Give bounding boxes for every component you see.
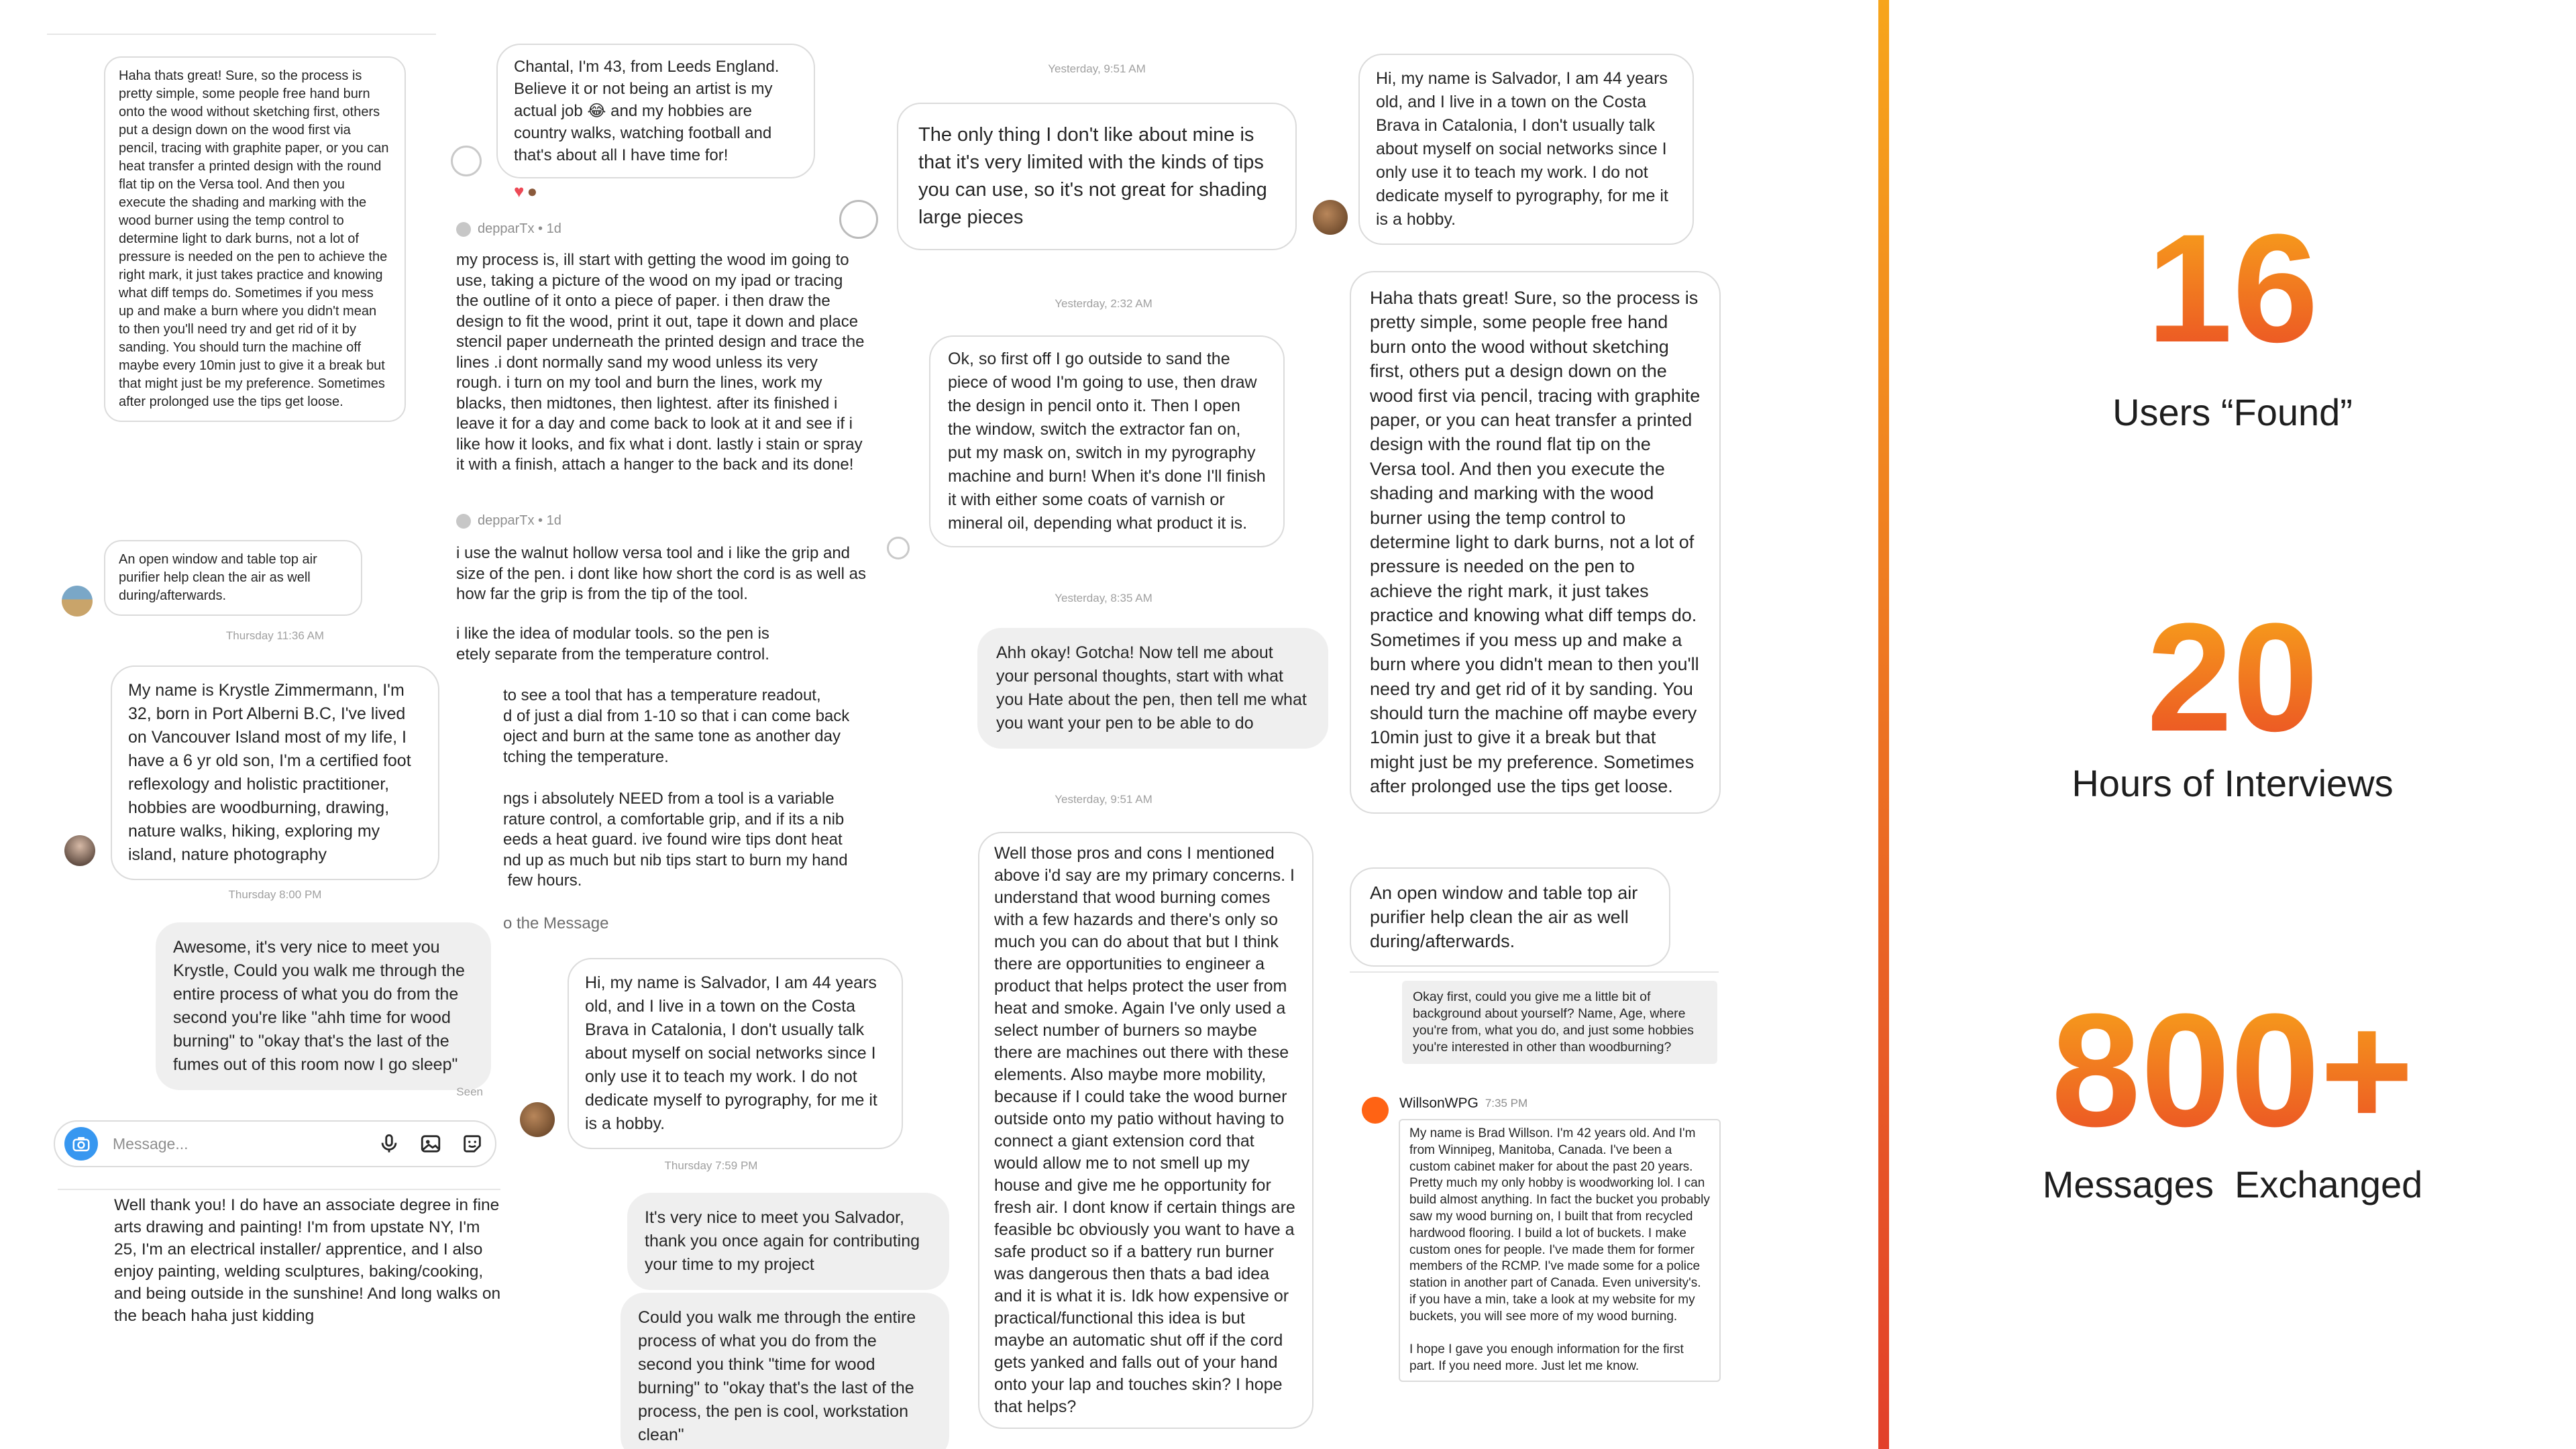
timestamp: Thursday 7:59 PM — [664, 1159, 758, 1172]
image-icon[interactable] — [417, 1130, 444, 1157]
comment-needs: ngs i absolutely NEED from a tool is a variable rature control, a comfortable grip, and if its a nib eeds a heat guard. ive found wire tips dont heat nd up as much but nib tips start to burn my hand few hours. — [503, 790, 848, 890]
comment-temperature: to see a tool that has a temperature readout, d of just a dial from 1-10 so that i can come back oject and burn at the same tone as another day tching the temperature. — [503, 686, 850, 766]
chat-bubble-process: Haha thats great! Sure, so the process is pretty simple, some people free hand burn onto the wood without sketching first, others put a design down on the wood first via pencil, tracing with graphite paper, or you can heat transfer a printed design with the round flat tip on the Versa tool. And then you execute the shading and marking with the wood burner using the temp control to determine light to dark burns, not a lot of pressure is needed on the pen to achieve the right mark, it just takes practice and knowing what diff temps do. Sometimes if you mess up and make a burn where you didn't mean to then you'll need try and get rid of it by sanding. You should turn the machine off maybe every 10min just to give it a break but that might just be my preference. Sometimes after prolonged use the tips get loose. — [1350, 271, 1721, 814]
chat-bubble-window: An open window and table top air purifier help clean the air as well during/afterwards. — [1350, 867, 1670, 967]
avatar[interactable] — [62, 586, 93, 616]
timestamp: Yesterday, 8:35 AM — [1055, 592, 1152, 604]
chat-bubble-chantal: Chantal, I'm 43, from Leeds England. Believe it or not being an artist is my actual job 😂 and my hobbies are country walks, watching football and that's about all I have time for! — [496, 44, 815, 178]
comment-meta — [456, 513, 561, 529]
messages-label: Messages Exchanged — [2042, 1163, 2423, 1205]
heart-icon: ♥ — [514, 181, 525, 201]
timestamp: Yesterday, 9:51 AM — [1048, 62, 1146, 75]
timestamp: Yesterday, 9:51 AM — [1055, 793, 1152, 806]
avatar[interactable] — [887, 537, 910, 559]
chat-bubble-first-off: Ok, so first off I go outside to sand the piece of wood I'm going to use, then draw the design in pencil onto it. Then I open the window, switch the extractor fan on, put my mask on, switch in my pyrography machine and burn! When it's done I'll finish it with either some coats of varnish or mineral oil, depending what product it is. — [929, 335, 1285, 547]
timestamp: Thursday 8:00 PM — [228, 888, 322, 901]
user-avatar-icon — [456, 514, 471, 529]
message-composer[interactable] — [54, 1120, 496, 1167]
chat-bubble-nice-salvador: It's very nice to meet you Salvador, thank you once again for contributing your time to my project — [627, 1193, 949, 1290]
reddit-snoo-icon — [1362, 1097, 1389, 1124]
sticker-icon[interactable] — [459, 1130, 486, 1157]
chat-bubble-walk-salvador: Could you walk me through the entire process of what you do from the second you think "time for wood burning" to "okay that's the last of the process, the pen is cool, workstation clean" — [621, 1293, 949, 1449]
chat-bubble-okay-first: Okay first, could you give me a little bit of background about yourself? Name, Age, where you're from, what you do, and just some hobbies you're interested in other than woodburning? — [1402, 981, 1717, 1064]
camera-icon[interactable] — [64, 1127, 98, 1161]
avatar[interactable] — [839, 200, 878, 239]
chat-bubble-awesome: Awesome, it's very nice to meet you Krystle, Could you walk me through the entire process of what you do from the second you're like "ahh time for wood burning" to "okay that's the last of the fumes out of this room now I go sleep" — [156, 922, 491, 1090]
messages-value: 800+ — [1889, 983, 2576, 1157]
comment-versa: i use the walnut hollow versa tool and i like the grip and size of the pen. i dont like how short the cord is as well as how far the grip is from the tip of the tool. — [456, 544, 866, 603]
comment-meta — [456, 221, 561, 237]
chat-bubble-gotcha: Ahh okay! Gotcha! Now tell me about your personal thoughts, start with what you Hate about the pen, then tell me what you want your pen to be able to do — [977, 628, 1328, 749]
chat-bubble-brad: My name is Brad Willson. I'm 42 years old. And I'm from Winnipeg, Manitoba, Canada. I've been a custom cabinet maker for about the past 20 years. Pretty much my only hobby is woodworking lol. I can build almost anything. In fact the bucket you probably saw my wood burning on, I built that from recycled hardwood flooring. I build a lot of buckets. I make custom ones for people. I've made them for former members of the RCMP. I've made some for a police station in another part of Canada. Even university's. if you have a min, take a look at my website for my buckets, you will see more of my wood burning. I hope I gave you enough information for the first part. If you need more. Just let me know. — [1399, 1119, 1721, 1382]
reaction-hearts[interactable] — [514, 181, 537, 202]
stats-panel — [1889, 0, 2576, 1449]
avatar[interactable] — [520, 1102, 555, 1137]
message-thankyou: Well thank you! I do have an associate degree in fine arts drawing and painting! I'm from upstate NY, I'm 25, I'm an electrical installer/ apprentice, and I also enjoy painting, welding sculptures, baking/cooking, and being outside in the sunshine! And long walks on the beach haha just kidding — [114, 1196, 501, 1325]
chat-bubble-only-thing: The only thing I don't like about mine is that it's very limited with the kinds of tips you can use, so it's not great for shading large pieces — [897, 103, 1297, 250]
timestamp: Thursday 11:36 AM — [225, 629, 325, 642]
user-avatar-icon — [456, 222, 471, 237]
comment-process: my process is, ill start with getting the wood im going to use, taking a picture of the wood on my ipad or tracing the outline of it onto a piece of paper. i then draw the design to fit the wood, print it out, tape it down and place stencil paper underneath the printed design and trace the lines .i dont normally sand my wood unless its very rough. i turn on my tool and burn the lines, work my blacks, then midtones, then lightest. after its finished i leave it for a day and come back to look at it and see if i like how it looks, and fix what i dont. lastly i stain or spray it with a finish, attach a hanger to the back and its done! — [456, 251, 865, 474]
comment-author[interactable]: depparTx • 1d — [478, 221, 561, 236]
avatar-reaction-icon: ● — [527, 181, 538, 201]
chat-bubble-window: An open window and table top air purifier help clean the air as well during/afterwards. — [104, 540, 362, 616]
avatar[interactable] — [1313, 200, 1348, 235]
chat-bubble-salvador: Hi, my name is Salvador, I am 44 years old, and I live in a town on the Costa Brava in Catalonia, I don't usually talk about myself on social networks since I only use it to teach my work. I do not dedicate myself to pyrography, for me it is a hobby. — [568, 958, 903, 1149]
divider — [1350, 971, 1719, 973]
comment-author[interactable]: WillsonWPG — [1399, 1095, 1479, 1111]
users-found-label: Users “Found” — [2112, 391, 2353, 433]
avatar[interactable] — [64, 835, 95, 866]
comment-time: 7:35 PM — [1485, 1097, 1528, 1110]
microphone-icon[interactable] — [376, 1130, 402, 1157]
timestamp: Yesterday, 2:32 AM — [1055, 297, 1152, 310]
comment-modular: i like the idea of modular tools. so the pen is etely separate from the temperature control. — [456, 625, 769, 663]
chat-bubble-process: Haha thats great! Sure, so the process is pretty simple, some people free hand burn onto the wood without sketching first, others put a design down on the wood first via pencil, tracing with graphite paper, or you can heat transfer a printed design with the round flat tip on the Versa tool. And then you execute the shading and marking with the wood burner using the temp control to determine light to dark burns, not a lot of pressure is needed on the pen to achieve the right mark, it just takes practice and knowing what diff temps do. Sometimes if you mess up and make a burn where you didn't mean to then you'll need try and get rid of it by sanding. You should turn the machine off maybe every 10min just to give it a break but that might just be my preference. Sometimes after prolonged use the tips get loose. — [104, 56, 406, 422]
message-input[interactable]: Message... — [113, 1134, 189, 1152]
chat-bubble-pros-cons: Well those pros and cons I mentioned above i'd say are my primary concerns. I understand that wood burning comes with a few hazards and there's only so much you can do about that but I think there are opportunities to engineer a product that helps protect the user from heat and smoke. Again I've only used a select number of burners so maybe there are machines out there with these elements. Also maybe more mobility, because if I could take the wood burner outside onto my patio without having to connect a giant extension cord that would allow me to not smell up my house and give me he opportunity for fresh air. I dont know if certain things are feasible bc obviously you want to have a safe product so if a battery run burner was dangerous then thats a bad idea and it is what it is. Idk how expensive or practical/functional this idea is but maybe an automatic shut off if the cord gets yanked and falls out of your hand onto your lap and touches skin? I hope that helps? — [978, 832, 1313, 1429]
divider — [58, 1189, 500, 1190]
avatar[interactable] — [451, 146, 482, 176]
users-found-value: 16 — [1889, 205, 2576, 372]
hours-value: 20 — [1889, 594, 2576, 761]
divider — [47, 34, 436, 35]
chat-bubble-krystle: My name is Krystle Zimmermann, I'm 32, born in Port Alberni B.C, I've lived on Vancouver Island most of my life, I have a 6 yr old son, I'm a certified foot reflexology and holistic practitioner, hobbies are woodburning, drawing, nature walks, hiking, exploring my island, nature photography — [111, 665, 439, 880]
seen-indicator: Seen — [456, 1085, 483, 1098]
chat-bubble-salvador: Hi, my name is Salvador, I am 44 years old, and I live in a town on the Costa Brava in Catalonia, I don't usually talk about myself on social networks since I only use it to teach my work. I do not dedicate myself to pyrography, for me it is a hobby. — [1358, 54, 1694, 245]
comment-author[interactable]: depparTx • 1d — [478, 513, 561, 528]
accent-divider — [1878, 0, 1889, 1449]
reply-to-message[interactable]: o the Message — [503, 914, 609, 932]
comment-meta — [1399, 1095, 1527, 1112]
hours-label: Hours of Interviews — [2072, 762, 2394, 804]
